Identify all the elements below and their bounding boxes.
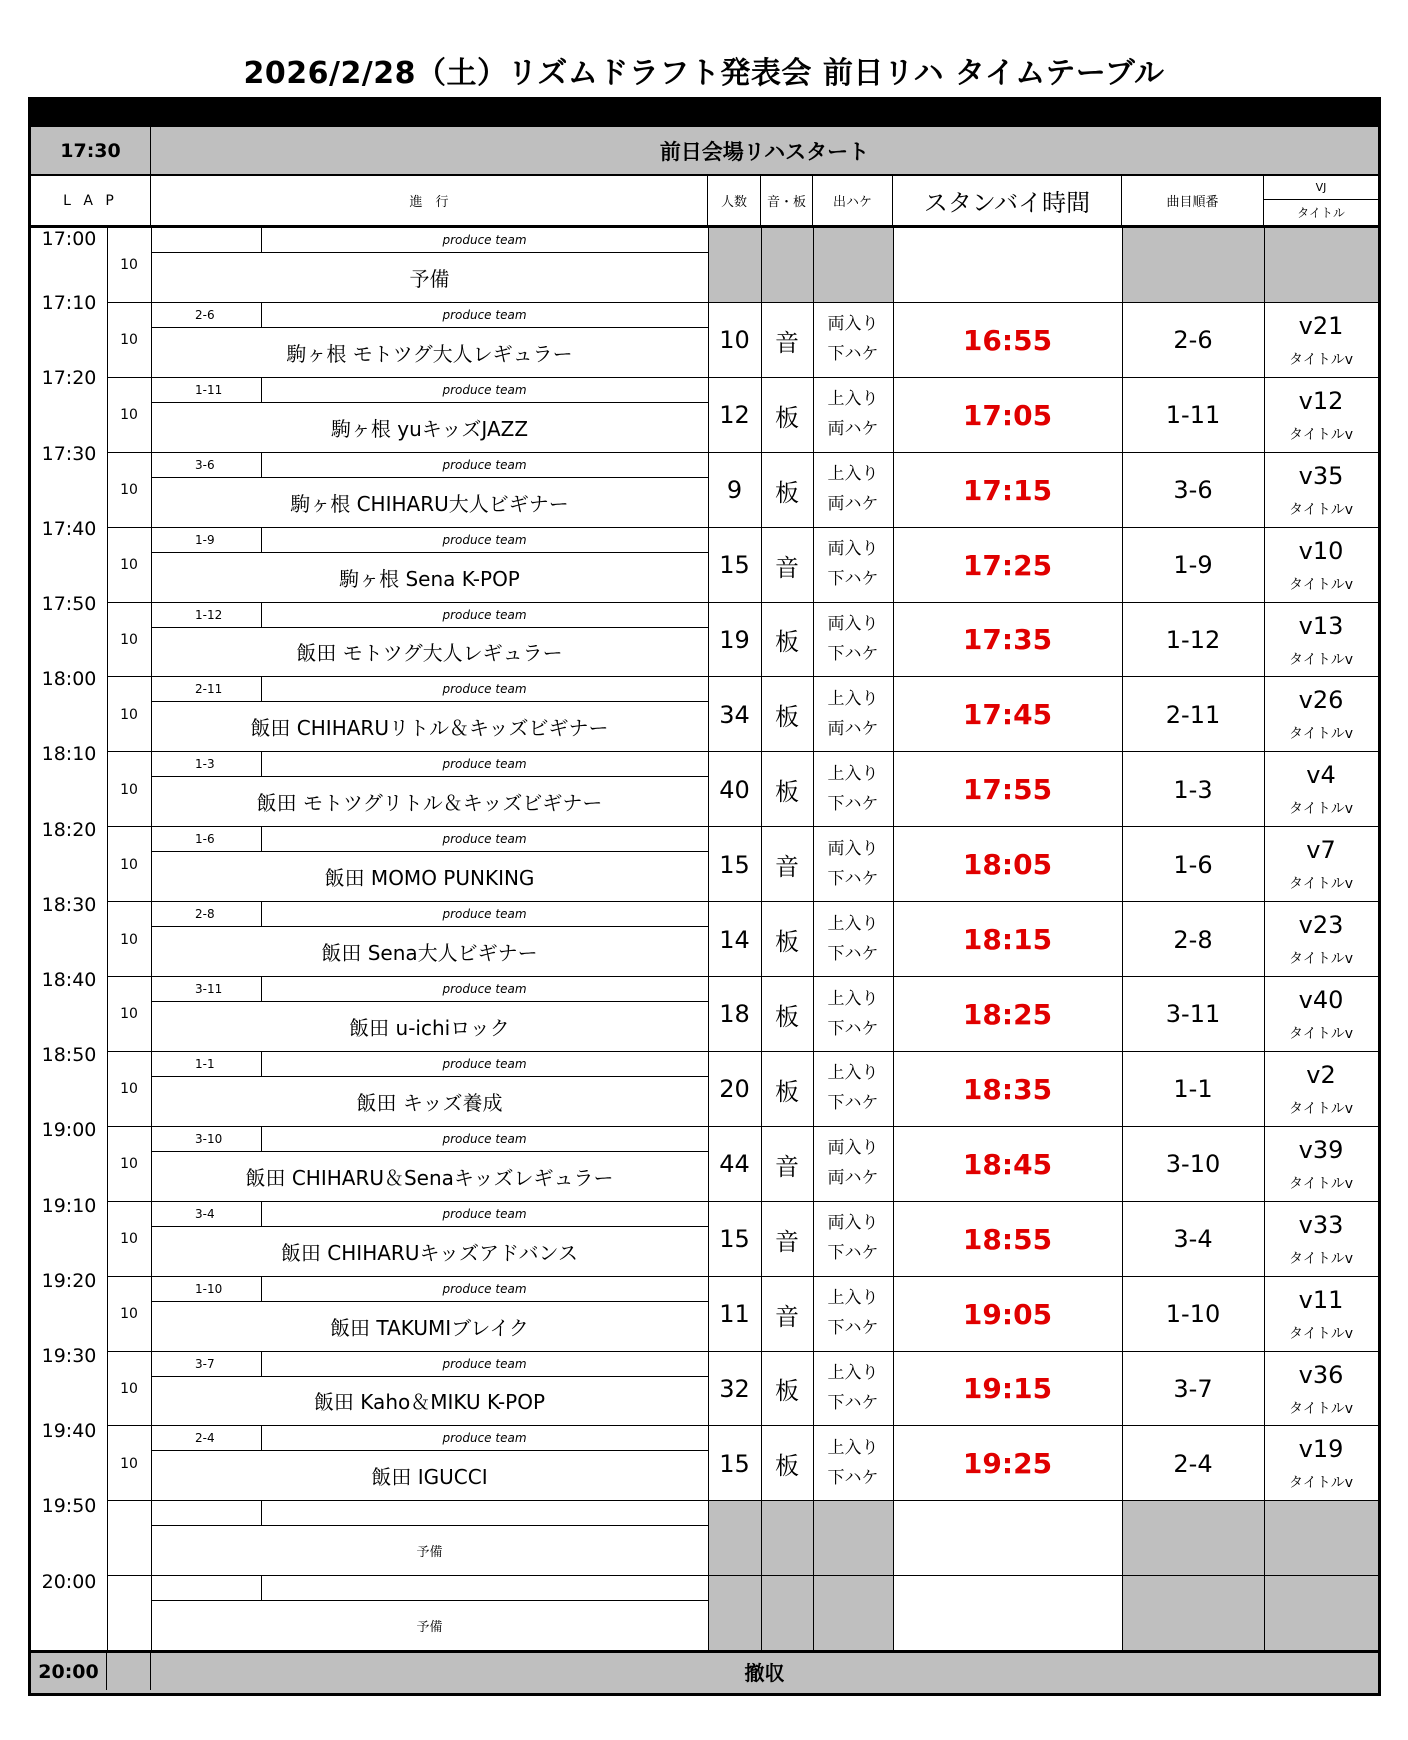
act-name: 飯田 キッズ養成 (356, 1090, 503, 1115)
standby-time: 17:45 (962, 698, 1053, 732)
time-label: 19:30 (41, 1345, 97, 1367)
song-order: 1-1 (1173, 1075, 1213, 1104)
song-order: 2-6 (1173, 326, 1213, 355)
column-divider (761, 228, 762, 303)
end-time: 20:00 (31, 1653, 107, 1690)
vj-title: タイトルv (1288, 876, 1353, 893)
lap-value: 10 (120, 1231, 138, 1248)
sound-board-type: 板 (775, 403, 799, 432)
time-label: 17:30 (41, 442, 97, 465)
act-name: 飯田 CHIHARUキッズアドバンス (280, 1240, 579, 1265)
vj-number: v11 (1298, 1285, 1344, 1314)
act-code: 3-7 (195, 1356, 215, 1371)
standby-time: 16:55 (962, 323, 1053, 357)
act-code: 1-11 (195, 382, 223, 397)
vj-title: タイトルv (1288, 501, 1353, 518)
people-count: 15 (719, 551, 750, 580)
header-lap: L A P (31, 176, 151, 225)
vj-title: タイトルv (1288, 1325, 1353, 1342)
team-label: produce team (442, 907, 527, 922)
act-name: 駒ヶ根 モトツグ大人レギュラー (286, 341, 573, 366)
standby-time: 18:35 (962, 1072, 1053, 1106)
lap-value: 10 (120, 631, 138, 648)
exit-direction: 下ハケ (827, 943, 879, 964)
exit-direction: 下ハケ (827, 1243, 879, 1264)
standby-time: 17:05 (962, 398, 1053, 432)
lap-value: 10 (120, 856, 138, 873)
act-code: 3-6 (195, 457, 215, 472)
time-label: 17:40 (41, 517, 97, 540)
team-label: produce team (442, 607, 527, 622)
exit-direction: 下ハケ (827, 344, 879, 365)
song-order: 2-4 (1173, 1449, 1213, 1478)
vj-number: v12 (1298, 386, 1344, 415)
act-code: 2-11 (195, 682, 223, 697)
entry-direction: 両入り (827, 614, 879, 634)
vj-number: v33 (1298, 1210, 1344, 1239)
entry-direction: 上入り (827, 1437, 879, 1458)
lap-value: 10 (120, 1006, 138, 1023)
people-count: 34 (719, 700, 750, 729)
standby-time: 18:45 (962, 1147, 1053, 1181)
song-order: 1-12 (1165, 625, 1221, 654)
column-divider (1122, 228, 1123, 303)
timetable (28, 97, 1381, 1696)
page-title: 2026/2/28（土）リズムドラフト発表会 前日リハ タイムテーブル (243, 56, 1165, 91)
time-label: 17:10 (41, 292, 97, 315)
act-name: 駒ヶ根 Sena K-POP (339, 566, 520, 591)
exit-direction: 下ハケ (827, 1393, 879, 1413)
exit-direction: 両ハケ (827, 718, 879, 739)
start-row (31, 127, 1378, 176)
team-label: produce team (442, 757, 527, 772)
entry-direction: 上入り (827, 988, 879, 1009)
people-count: 18 (719, 1000, 750, 1029)
vj-title: タイトルv (1288, 801, 1353, 818)
vj-number: v26 (1298, 686, 1344, 715)
sound-board-type: 音 (775, 553, 799, 582)
song-order: 3-4 (1173, 1225, 1213, 1254)
sound-board-type: 板 (775, 1377, 799, 1406)
vj-number: v23 (1298, 911, 1344, 940)
act-code: 1-10 (195, 1281, 223, 1296)
schedule-grid (31, 228, 1378, 1652)
vj-number: v39 (1298, 1135, 1344, 1164)
lap-value: 10 (120, 407, 138, 424)
song-order: 3-7 (1173, 1374, 1213, 1403)
header-black-bar (31, 100, 1378, 127)
people-count: 20 (719, 1075, 750, 1104)
sound-board-type: 音 (775, 1152, 799, 1181)
standby-time: 18:15 (962, 923, 1053, 957)
exit-direction: 下ハケ (827, 868, 879, 889)
lap-value: 10 (120, 931, 138, 948)
time-label: 19:20 (41, 1269, 97, 1292)
entry-direction: 上入り (827, 389, 879, 410)
exit-direction: 下ハケ (827, 644, 879, 664)
exit-direction: 下ハケ (827, 1318, 879, 1339)
people-count: 12 (719, 401, 750, 430)
lap-value: 10 (120, 781, 138, 798)
lap-value: 10 (120, 1156, 138, 1173)
lap-value: 10 (120, 1306, 138, 1323)
sound-board-type: 板 (775, 1077, 799, 1106)
entry-direction: 両入り (827, 838, 879, 859)
lap-value: 10 (120, 257, 138, 274)
time-label: 17:00 (41, 228, 97, 250)
exit-direction: 両ハケ (827, 494, 879, 515)
time-label: 19:50 (41, 1495, 97, 1518)
entry-direction: 両入り (827, 1138, 879, 1159)
start-label: 前日会場リハスタート (659, 139, 870, 164)
sound-board-type: 音 (775, 328, 799, 357)
people-count: 15 (719, 1225, 750, 1254)
sound-board-type: 板 (775, 478, 799, 507)
act-name: 予備 (416, 1545, 443, 1561)
act-name: 駒ヶ根 yuキッズJAZZ (330, 416, 529, 441)
entry-direction: 上入り (827, 763, 879, 784)
column-divider (893, 1501, 894, 1576)
vj-title: タイトルv (1288, 1475, 1353, 1492)
code-divider (261, 1576, 262, 1600)
act-name: 駒ヶ根 CHIHARU大人ビギナー (290, 491, 569, 516)
sound-board-type: 板 (775, 778, 799, 807)
header-vj: VJ (1264, 176, 1378, 200)
sound-board-type: 板 (775, 628, 799, 657)
entry-direction: 上入り (827, 1288, 879, 1309)
team-label: produce team (442, 832, 527, 847)
act-name: 飯田 モトツグ大人レギュラー (296, 641, 563, 666)
team-label: produce team (442, 532, 527, 547)
time-label: 18:20 (41, 818, 97, 841)
time-label: 19:40 (41, 1420, 97, 1443)
time-label: 19:00 (41, 1119, 97, 1142)
time-label: 18:30 (41, 893, 97, 916)
standby-time: 17:25 (962, 548, 1053, 582)
lap-value: 10 (120, 1455, 138, 1472)
vj-number: v4 (1306, 761, 1336, 790)
column-divider (893, 228, 894, 303)
vj-title: タイトルv (1288, 1250, 1353, 1267)
team-label: produce team (442, 1281, 527, 1296)
exit-direction: 下ハケ (827, 793, 879, 814)
people-count: 11 (719, 1300, 750, 1329)
act-code: 2-8 (195, 907, 215, 922)
act-code: 2-4 (195, 1431, 215, 1446)
song-order: 3-10 (1165, 1150, 1221, 1179)
people-count: 40 (719, 775, 750, 804)
team-label: produce team (442, 682, 527, 697)
vj-number: v40 (1298, 986, 1344, 1014)
act-code: 1-1 (195, 1056, 215, 1071)
empty-gray-cell (709, 1576, 893, 1650)
people-count: 32 (719, 1374, 750, 1403)
people-count: 10 (719, 326, 750, 355)
act-code: 1-6 (195, 832, 215, 847)
entry-direction: 両入り (827, 539, 879, 560)
team-label: produce team (442, 457, 527, 472)
vj-title: タイトルv (1288, 1100, 1353, 1117)
act-code: 1-3 (195, 757, 215, 772)
header-entry-exit: 出ハケ (813, 176, 893, 225)
entry-direction: 上入り (827, 688, 879, 709)
people-count: 44 (719, 1150, 750, 1179)
lap-value: 10 (120, 1081, 138, 1098)
vj-number: v21 (1298, 311, 1344, 340)
song-order: 1-9 (1173, 551, 1213, 580)
standby-time: 17:15 (962, 473, 1053, 507)
vj-title: タイトルv (1288, 651, 1353, 668)
column-divider (893, 1576, 894, 1651)
end-row (31, 1650, 1378, 1693)
lap-value: 10 (120, 482, 138, 499)
song-order: 1-11 (1165, 401, 1221, 430)
end-label: 撤収 (744, 1661, 785, 1685)
standby-time: 17:35 (962, 623, 1053, 657)
act-code: 1-9 (195, 532, 215, 547)
song-order: 3-11 (1165, 1000, 1221, 1029)
song-order: 2-11 (1165, 700, 1221, 729)
time-label: 19:10 (41, 1194, 97, 1217)
people-count: 9 (726, 476, 743, 505)
header-people: 人数 (708, 176, 761, 225)
act-name: 飯田 TAKUMIブレイク (330, 1315, 529, 1340)
header-progress: 進 行 (151, 176, 708, 225)
sound-board-type: 音 (775, 1227, 799, 1256)
entry-direction: 上入り (827, 464, 879, 485)
sound-board-type: 板 (775, 1452, 799, 1481)
vj-title: タイトルv (1288, 426, 1353, 443)
sound-board-type: 板 (775, 1002, 799, 1031)
vj-number: v36 (1298, 1360, 1344, 1389)
vj-title: タイトルv (1288, 726, 1353, 743)
lap-value: 10 (120, 706, 138, 723)
column-header-row (31, 176, 1378, 228)
vj-number: v10 (1298, 536, 1344, 565)
song-order: 1-6 (1173, 850, 1213, 879)
entry-direction: 上入り (827, 1363, 879, 1383)
column-divider (813, 1576, 814, 1651)
exit-direction: 下ハケ (827, 1093, 879, 1114)
column-divider (1264, 228, 1265, 303)
lap-value: 10 (120, 557, 138, 574)
entry-direction: 両入り (827, 1213, 879, 1234)
vj-title: タイトルv (1288, 576, 1353, 593)
team-label: produce team (442, 382, 527, 397)
time-label: 18:40 (41, 969, 97, 991)
act-code: 3-11 (195, 982, 223, 996)
act-name: 予備 (409, 266, 450, 291)
act-name: 飯田 モトツグリトル＆キッズビギナー (256, 791, 603, 816)
sound-board-type: 音 (775, 1302, 799, 1331)
act-name: 飯田 Kaho＆MIKU K-POP (313, 1390, 546, 1415)
time-label: 17:20 (41, 367, 97, 390)
exit-direction: 下ハケ (827, 1018, 879, 1039)
team-label: produce team (442, 982, 527, 996)
act-code: 3-4 (195, 1206, 215, 1221)
sound-board-type: 音 (775, 853, 799, 882)
standby-time: 19:25 (962, 1447, 1053, 1481)
header-standby: スタンバイ時間 (893, 176, 1122, 225)
song-order: 1-10 (1165, 1300, 1221, 1329)
column-divider (813, 1501, 814, 1576)
time-label: 20:00 (41, 1570, 97, 1593)
vj-number: v13 (1298, 611, 1344, 640)
standby-time: 19:05 (962, 1297, 1053, 1331)
act-name: 飯田 u-ichiロック (349, 1015, 510, 1040)
team-label: produce team (442, 1356, 527, 1371)
vj-number: v2 (1306, 1060, 1336, 1089)
header-sound-board: 音・板 (761, 176, 813, 225)
act-name: 飯田 MOMO PUNKING (324, 866, 535, 891)
empty-gray-cell (709, 1501, 893, 1575)
time-label: 17:50 (41, 593, 97, 615)
exit-direction: 下ハケ (827, 1467, 879, 1488)
empty-gray-cell (1123, 1501, 1378, 1575)
empty-gray-cell (1123, 1576, 1378, 1650)
exit-direction: 両ハケ (827, 1168, 879, 1189)
team-label: produce team (442, 1131, 527, 1146)
people-count: 14 (719, 925, 750, 954)
vj-title: タイトルv (1288, 1400, 1353, 1417)
act-code: 3-10 (195, 1131, 223, 1146)
exit-direction: 下ハケ (827, 569, 879, 590)
entry-direction: 両入り (827, 314, 879, 335)
sound-board-type: 板 (775, 928, 799, 957)
act-code: 1-12 (195, 607, 223, 622)
team-label: produce team (442, 1431, 527, 1446)
time-label: 18:50 (41, 1044, 97, 1067)
vj-number: v19 (1298, 1435, 1344, 1464)
vj-number: v7 (1306, 836, 1336, 865)
team-label: produce team (442, 307, 527, 322)
lap-value: 10 (120, 332, 138, 349)
standby-time: 17:55 (962, 773, 1053, 807)
column-divider (761, 1576, 762, 1651)
team-label: produce team (442, 1206, 527, 1221)
vj-title: タイトルv (1288, 351, 1353, 368)
empty-gray-cell (709, 228, 893, 302)
time-label: 18:00 (41, 668, 97, 691)
people-count: 19 (719, 625, 750, 654)
sound-board-type: 板 (775, 703, 799, 732)
people-count: 15 (719, 850, 750, 879)
act-name: 飯田 CHIHARUリトル＆キッズビギナー (250, 716, 609, 741)
exit-direction: 両ハケ (827, 419, 879, 440)
entry-direction: 上入り (827, 913, 879, 934)
header-vj-title: タイトル (1297, 206, 1345, 220)
vj-title: タイトルv (1288, 1026, 1353, 1042)
vj-title: タイトルv (1288, 951, 1353, 968)
start-time: 17:30 (31, 127, 151, 174)
vj-title: タイトルv (1288, 1175, 1353, 1192)
time-label: 18:10 (41, 743, 97, 766)
column-divider (813, 228, 814, 303)
empty-gray-cell (1123, 228, 1378, 302)
standby-time: 18:55 (962, 1222, 1053, 1256)
song-order: 1-3 (1173, 775, 1213, 804)
act-name: 予備 (416, 1620, 443, 1636)
header-song-order: 曲目順番 (1122, 176, 1264, 225)
song-order: 2-8 (1173, 925, 1213, 954)
team-label: produce team (442, 1056, 527, 1071)
column-divider (761, 1501, 762, 1576)
code-divider (261, 1501, 262, 1525)
end-lap-cell (107, 1653, 151, 1690)
standby-time: 19:15 (962, 1372, 1053, 1406)
column-divider (1264, 1501, 1265, 1576)
column-divider (1264, 1576, 1265, 1651)
entry-direction: 上入り (827, 1063, 879, 1084)
act-name: 飯田 IGUCCI (371, 1465, 488, 1490)
song-order: 3-6 (1173, 476, 1213, 505)
act-name: 飯田 CHIHARU＆Senaキッズレギュラー (245, 1165, 614, 1190)
act-code: 2-6 (195, 307, 215, 322)
lap-value: 10 (120, 1380, 138, 1397)
standby-time: 18:25 (962, 997, 1053, 1031)
team-label: produce team (442, 233, 527, 247)
standby-time: 18:05 (962, 848, 1053, 882)
people-count: 15 (719, 1449, 750, 1478)
vj-number: v35 (1298, 461, 1344, 490)
act-name: 飯田 Sena大人ビギナー (321, 941, 538, 966)
